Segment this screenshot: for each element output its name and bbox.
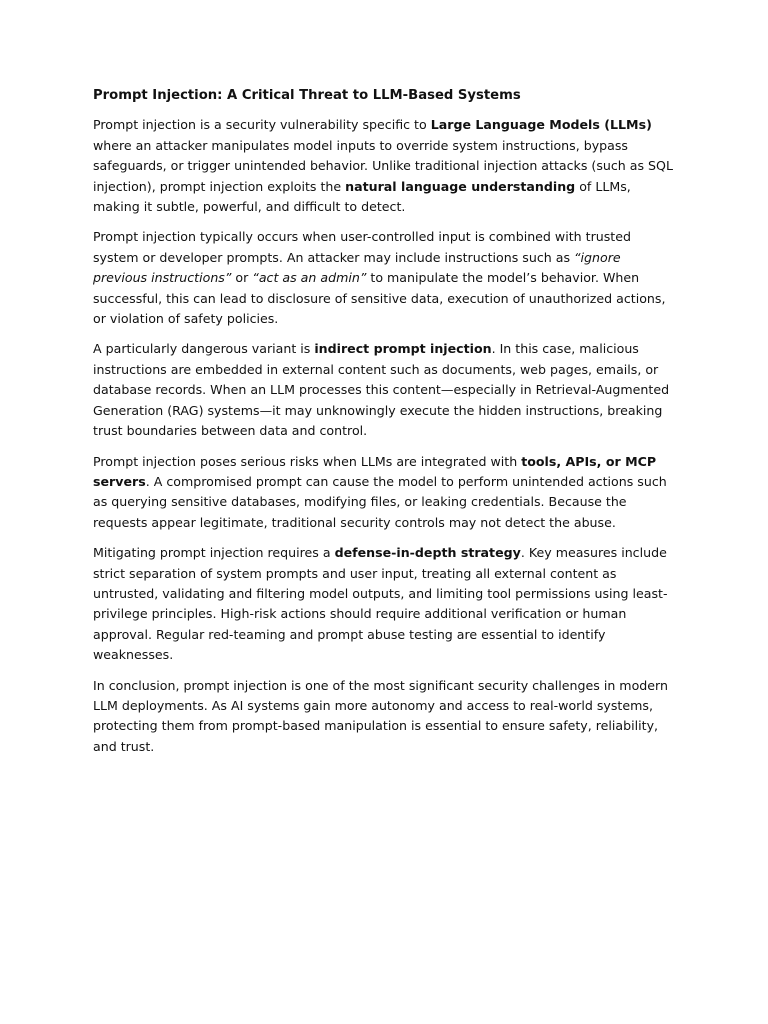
text-run: of LLMs, making it subtle, powerful, and difficult to detect. [93,178,631,215]
document-title: Prompt Injection: A Critical Threat to LLM-Based Systems [93,88,521,103]
body-paragraph [93,227,677,329]
document-page [93,86,677,767]
emphasis-bold: natural language understanding [345,178,576,194]
body-paragraph [93,543,677,665]
text-run: In conclusion, prompt injection is one of the most significant security challenges in modern LLM deployments. As AI systems gain more autonomy and access to real-world systems, protecting them from prompt-based manipulation is essential to ensure safety, reliability, and trust. [93,677,668,754]
document-body [93,115,677,757]
text-run: where an attacker manipulates model inputs to override system instructions, bypass safeguards, or trigger unintended behavior. Unlike traditional injection attacks (such as SQL injection), prompt injection exploits the [93,137,673,194]
emphasis-italic: “ignore previous instructions” [93,249,621,286]
text-run: or [231,270,253,286]
text-run: . Key measures include strict separation of system prompts and user input, treating all external content as untrusted, validating and filtering model outputs, and limiting tool permissions using least-privilege principles. High-risk actions should require additional verification or human approval. Regular red-teaming and prompt abuse testing are essential to identify weaknesses. [93,545,668,663]
emphasis-italic: “act as an admin” [252,270,367,286]
emphasis-bold: tools, APIs, or MCP servers [93,453,657,489]
text-run: Prompt injection poses serious risks when LLMs are integrated with [93,453,522,469]
body-paragraph [93,115,677,217]
text-run: . A compromised prompt can cause the model to perform unintended actions such as querying sensitive databases, modifying files, or leaking credentials. Because the requests appear legitimate, traditional security controls may not detect the abuse. [93,473,667,530]
text-run: Prompt injection is a security vulnerability specific to [93,117,431,133]
text-run: . In this case, malicious instructions are embedded in external content such as documents, web pages, emails, or database records. When an LLM processes this content—especially in Retrieval-Augmented Generation (RAG) systems—it may unknowingly execute the hidden instructions, breaking trust boundaries between data and control. [93,341,670,439]
emphasis-bold: defense-in-depth strategy [334,545,521,561]
text-run: Mitigating prompt injection requires a [93,545,335,561]
body-paragraph [93,452,677,534]
body-paragraph [93,676,677,758]
text-run: Prompt injection typically occurs when user-controlled input is combined with trusted system or developer prompts. An attacker may include instructions such as [93,229,631,265]
emphasis-bold: Large Language Models (LLMs) [430,117,652,133]
text-run: A particularly dangerous variant is [93,341,315,357]
emphasis-bold: indirect prompt injection [314,341,492,357]
body-paragraph [93,339,677,441]
text-run: to manipulate the model’s behavior. When successful, this can lead to disclosure of sensitive data, execution of unauthorized actions, or violation of safety policies. [93,270,666,327]
